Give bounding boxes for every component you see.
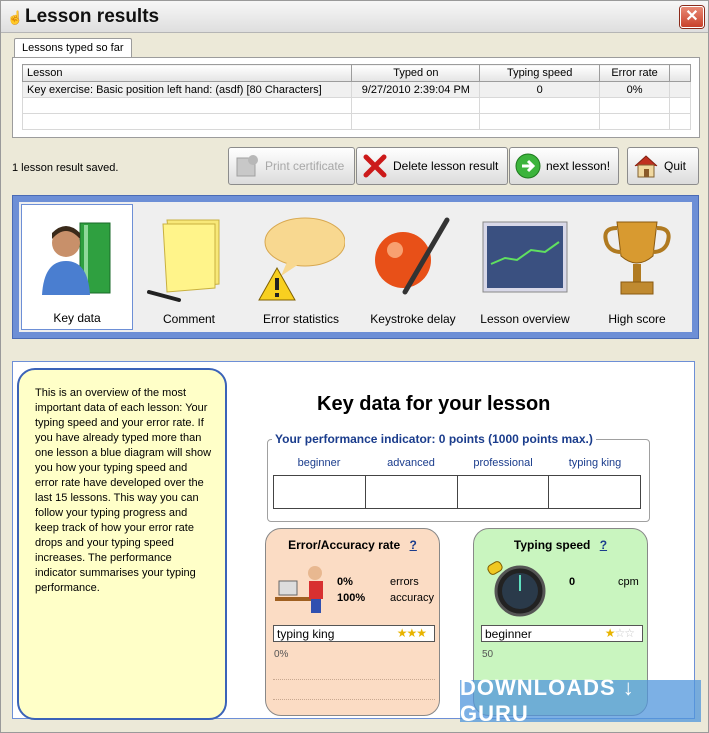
nav-lesson-overview[interactable]: [469, 204, 581, 330]
next-lesson-label: next lesson!: [546, 159, 611, 173]
nav-key-data[interactable]: [21, 204, 133, 330]
nav-high-score[interactable]: [581, 204, 693, 330]
delete-lesson-result-button[interactable]: [356, 147, 508, 185]
speed-help-link[interactable]: ?: [599, 538, 608, 552]
speed-rank-label: beginner: [485, 627, 532, 641]
chart-screen-icon: [481, 214, 569, 304]
column-header-lesson[interactable]: Lesson: [23, 65, 352, 82]
performance-cell: [458, 476, 550, 508]
house-icon: [632, 152, 660, 180]
table-row[interactable]: [23, 82, 691, 98]
lessons-grid-panel: [12, 57, 700, 138]
cell-lesson: Key exercise: Basic position left hand: (asdf) [80 Characters]: [23, 82, 352, 98]
nav-keystroke-delay-label: Keystroke delay: [370, 312, 456, 326]
ball-pen-icon: [369, 214, 457, 304]
help-bubble: This is an overview of the most important data of each lesson: Your typing speed and your error rate. If you have already typed more than one lesson a blue diagram will show you how your typing speed and error rate have developed over the last 15 lessons. This way you can follow your typing progress and keep track of how your error rate drops and your typing speed increases. The performance indicator summarises your typing performance.: [17, 368, 227, 720]
error-card-title-text: Error/Accuracy rate: [288, 538, 401, 552]
cell-blank: [670, 82, 691, 98]
nav-high-score-label: High score: [608, 312, 666, 326]
user-book-icon: [34, 215, 122, 305]
errors-value: 0%: [337, 576, 353, 588]
errors-label: errors: [390, 576, 419, 588]
cell-typing-speed: 0: [480, 82, 600, 98]
level-typing-king: typing king: [568, 457, 622, 469]
nav-keystroke-delay[interactable]: [357, 204, 469, 330]
performance-cell: [274, 476, 366, 508]
title-bar: [1, 1, 708, 33]
speed-rank-box: [481, 625, 643, 642]
performance-indicator-title: Your performance indicator: 0 points (1000 points max.): [272, 432, 596, 446]
error-card-title: [266, 538, 439, 552]
speed-rank-stars: ★☆☆: [604, 626, 634, 640]
error-help-link[interactable]: ?: [409, 538, 417, 552]
nav-error-statistics[interactable]: [245, 204, 357, 330]
print-certificate-button[interactable]: [228, 147, 355, 185]
stopwatch-icon: [486, 559, 548, 619]
performance-cell: [549, 476, 640, 508]
nav-comment-label: Comment: [162, 312, 215, 326]
print-certificate-label: Print certificate: [265, 159, 345, 173]
speed-value: 0: [569, 576, 576, 588]
cell-error-rate: 0%: [600, 82, 670, 98]
page-heading: Key data for your lesson: [317, 393, 551, 415]
error-rank-box: [273, 625, 435, 642]
speed-card-title-text: Typing speed: [513, 538, 591, 552]
nav-lesson-overview-label: Lesson overview: [480, 312, 570, 326]
dotted-gridline: [273, 679, 435, 680]
delete-lesson-result-label: Delete lesson result: [393, 159, 499, 173]
table-row-empty: [23, 98, 691, 114]
notepad-icon: [145, 214, 233, 304]
red-x-icon: [361, 152, 389, 180]
close-button[interactable]: ✕: [680, 6, 704, 28]
dotted-gridline: [273, 699, 435, 700]
trophy-icon: [593, 214, 681, 304]
status-text: 1 lesson result saved.: [12, 162, 119, 174]
column-header-error-rate[interactable]: Error rate: [600, 65, 670, 82]
speed-card-title: [474, 538, 647, 552]
performance-cell: [366, 476, 458, 508]
nav-error-statistics-label: Error statistics: [262, 312, 339, 326]
quit-label: Quit: [664, 159, 687, 173]
column-header-typing-speed[interactable]: Typing speed: [480, 65, 600, 82]
level-advanced: advanced: [387, 457, 435, 469]
level-beginner: beginner: [297, 457, 341, 469]
next-lesson-button[interactable]: [509, 147, 619, 185]
column-header-typed-on[interactable]: Typed on: [352, 65, 480, 82]
error-rank-stars: ★★★: [396, 626, 426, 640]
typist-at-desk-icon: [273, 559, 333, 619]
tab-lessons-typed[interactable]: Lessons typed so far: [14, 38, 132, 58]
section-toolbar: [12, 195, 699, 339]
green-arrow-icon: [514, 152, 542, 180]
speed-unit: cpm: [618, 576, 639, 588]
performance-levels: [273, 457, 641, 469]
watermark: DOWNLOADS ↓ GURU: [460, 680, 701, 722]
level-professional: professional: [473, 457, 533, 469]
performance-bar: [273, 475, 641, 509]
window-title: Lesson results: [25, 6, 160, 27]
lessons-table: [22, 64, 691, 130]
hand-icon: ☝: [7, 10, 24, 25]
cell-typed-on: 9/27/2010 2:39:04 PM: [352, 82, 480, 98]
accuracy-label: accuracy: [390, 592, 435, 604]
quit-button[interactable]: [627, 147, 699, 185]
speed-scale-label: 50: [482, 649, 494, 660]
nav-key-data-label: Key data: [53, 311, 101, 325]
table-row-empty: [23, 114, 691, 130]
certificate-icon: [233, 152, 261, 180]
error-scale-label: 0%: [274, 649, 289, 660]
warning-bubble-icon: [257, 214, 345, 304]
error-accuracy-card: [265, 528, 440, 716]
column-header-blank: [670, 65, 691, 82]
nav-comment[interactable]: [133, 204, 245, 330]
error-rank-label: typing king: [277, 627, 335, 641]
accuracy-value: 100%: [337, 592, 366, 604]
